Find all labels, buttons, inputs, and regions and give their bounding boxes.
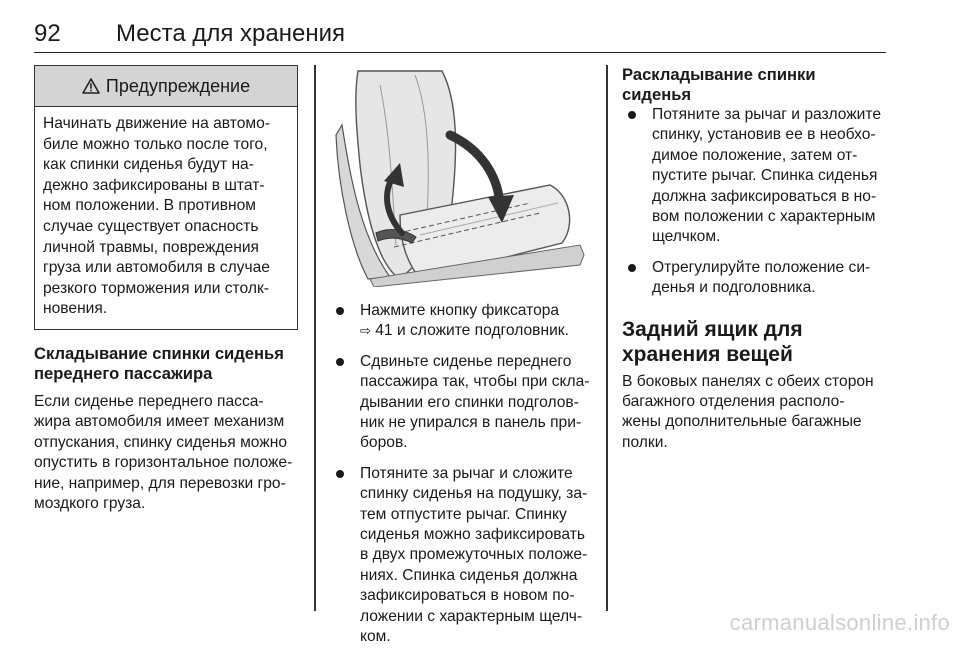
warning-line: груза или автомобиля в случае bbox=[43, 259, 270, 277]
warning-line: резкого торможения или столк- bbox=[43, 279, 269, 297]
arrow-right-icon: ⇨ bbox=[360, 323, 371, 339]
step-line: должна зафиксироваться в но- bbox=[652, 187, 877, 205]
rear-box-line: полки. bbox=[622, 433, 668, 451]
warning-line: Начинать движение на автомо- bbox=[43, 115, 270, 132]
intro-line: опустить в горизонтальное положе- bbox=[34, 454, 293, 472]
step-line: спинку сиденья на подушку, за- bbox=[360, 485, 588, 503]
bullet-icon bbox=[336, 470, 344, 478]
unfolding-heading: Раскладывание спинки сиденья bbox=[622, 65, 816, 104]
step-line: пустите рычаг. Спинка сиденья bbox=[652, 167, 878, 185]
step-line: сиденья можно зафиксировать bbox=[360, 526, 585, 544]
step-line: денья и подголовника. bbox=[652, 279, 816, 297]
intro-line: ние, например, для перевозки гро- bbox=[34, 474, 286, 492]
warning-line: как спинки сиденья будут на- bbox=[43, 156, 254, 174]
bullet-icon bbox=[336, 307, 344, 315]
warning-line: новения. bbox=[43, 300, 108, 318]
folding-heading-line: Складывание спинки сиденья bbox=[34, 343, 284, 363]
rear-box-line: В боковых панелях с обеих сторон bbox=[622, 372, 874, 390]
page-reference[interactable]: 41 bbox=[375, 322, 393, 340]
warning-line: ном положении. В противном bbox=[43, 197, 257, 215]
rear-box-text bbox=[622, 372, 887, 454]
warning-title: Предупреждение bbox=[105, 75, 251, 96]
warning-line: дежно зафиксированы в штат- bbox=[43, 176, 265, 194]
folding-steps bbox=[330, 301, 590, 648]
folding-intro bbox=[34, 392, 298, 514]
step-line: пассажира так, чтобы при скла- bbox=[360, 373, 590, 391]
step-line: Потяните за рычаг и сложите bbox=[360, 464, 573, 482]
step-item bbox=[330, 464, 590, 648]
step-line: дывании его спинки подголов- bbox=[360, 393, 579, 411]
step-line: Сдвиньте сиденье переднего bbox=[360, 352, 572, 370]
step-line: Потяните за рычаг и разложите bbox=[652, 106, 882, 123]
intro-line: Если сиденье переднего пасса- bbox=[34, 392, 264, 410]
step-line: в двух промежуточных положе- bbox=[360, 546, 588, 564]
folding-heading bbox=[34, 344, 298, 384]
step-line: ложении с характерным щелч- bbox=[360, 607, 583, 625]
rear-box-line: багажного отделения располо- bbox=[622, 393, 845, 411]
folding-heading-line: переднего пассажира bbox=[34, 363, 213, 383]
step-item bbox=[622, 105, 887, 248]
step-line: тем отпустите рычаг. Спинку bbox=[360, 505, 567, 523]
column-middle bbox=[330, 65, 590, 648]
rear-box-heading-line: Задний ящик для bbox=[622, 317, 803, 341]
unfolding-steps bbox=[622, 105, 887, 299]
step-line: Отрегулируйте положение си- bbox=[652, 258, 871, 276]
step-line: ниях. Спинка сиденья должна bbox=[360, 566, 578, 584]
watermark: carmanualsonline.info bbox=[729, 610, 950, 635]
step-line: и сложите подголовник. bbox=[396, 322, 569, 340]
page-number: 92 bbox=[34, 20, 61, 47]
warning-line: личной травмы, повреждения bbox=[43, 238, 259, 256]
intro-line: моздкого груза. bbox=[34, 494, 146, 512]
column-right bbox=[622, 65, 887, 453]
bullet-icon bbox=[628, 264, 636, 272]
warning-triangle-icon bbox=[82, 78, 100, 94]
warning-text bbox=[35, 107, 297, 329]
step-line: димое положение, затем от- bbox=[652, 146, 858, 164]
column-divider-1 bbox=[314, 65, 316, 611]
step-line: Нажмите кнопку фиксатора bbox=[360, 302, 560, 319]
page-header bbox=[34, 18, 886, 53]
intro-line: жира автомобиля имеет механизм bbox=[34, 413, 285, 431]
rear-box-heading-line: хранения вещей bbox=[622, 342, 793, 366]
step-item bbox=[330, 352, 590, 454]
chapter-title: Места для хранения bbox=[116, 20, 345, 47]
rear-box-line: жены дополнительные багажные bbox=[622, 413, 862, 431]
step-item bbox=[622, 258, 887, 299]
step-line: ком. bbox=[360, 628, 391, 646]
step-line: зафиксироваться в новом по- bbox=[360, 587, 575, 605]
step-line: щелчком. bbox=[652, 228, 721, 246]
warning-line: биле можно только после того, bbox=[43, 135, 268, 153]
step-item bbox=[330, 301, 590, 342]
bullet-icon bbox=[628, 111, 636, 119]
bullet-icon bbox=[336, 358, 344, 366]
step-line: ник не упирался в панель при- bbox=[360, 414, 582, 432]
column-divider-2 bbox=[606, 65, 608, 611]
warning-box bbox=[34, 65, 298, 330]
warning-line: случае существует опасность bbox=[43, 217, 259, 235]
warning-header bbox=[35, 66, 297, 107]
intro-line: отпускания, спинку сиденья можно bbox=[34, 433, 288, 451]
rear-box-heading bbox=[622, 317, 887, 367]
step-line: боров. bbox=[360, 434, 408, 452]
seat-folding-illustration bbox=[330, 65, 590, 287]
step-line: спинку, установив ее в необхо- bbox=[652, 126, 876, 144]
step-line: вом положении с характерным bbox=[652, 208, 876, 226]
column-left bbox=[34, 65, 298, 514]
